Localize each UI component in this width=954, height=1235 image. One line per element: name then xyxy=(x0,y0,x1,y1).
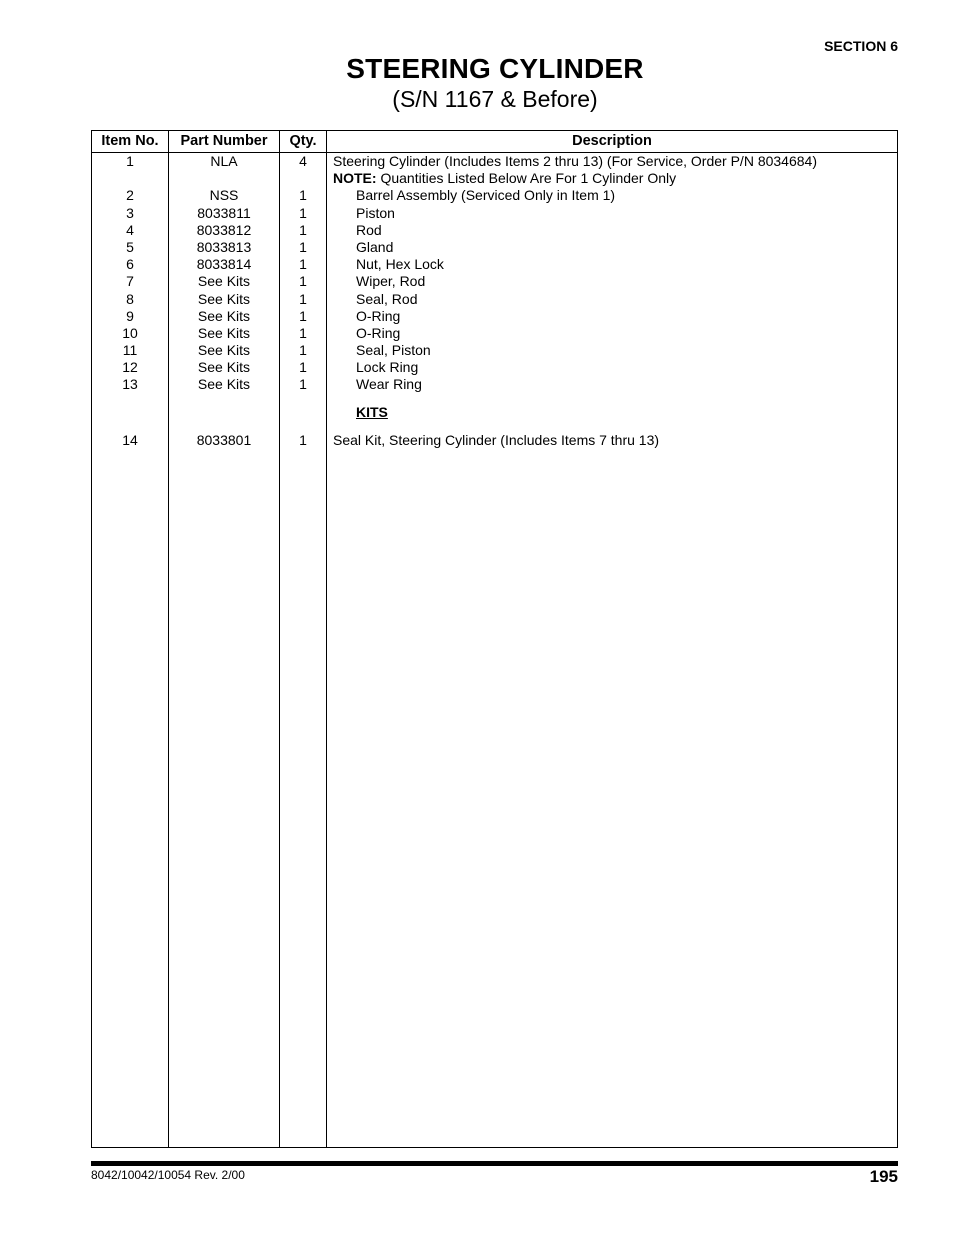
item-no-cell: 12 xyxy=(122,359,138,376)
section-label: SECTION 6 xyxy=(824,38,898,54)
item-no-cell: 8 xyxy=(126,290,134,307)
part-number-cell: 8033801 xyxy=(196,431,252,448)
description-cell: Piston xyxy=(356,204,395,221)
table-row xyxy=(92,187,897,204)
table-row xyxy=(92,342,897,359)
table-row xyxy=(92,273,897,290)
header-description: Description xyxy=(572,133,652,149)
part-number-cell: See Kits xyxy=(197,359,251,376)
item-no-cell: 11 xyxy=(122,342,138,359)
part-number-cell: 8033813 xyxy=(196,238,252,255)
note-label: NOTE: xyxy=(333,170,377,187)
description-cell: Barrel Assembly (Serviced Only in Item 1) xyxy=(356,187,616,204)
description-cell: Rod xyxy=(356,221,382,238)
qty-cell: 1 xyxy=(299,238,307,255)
item-no-cell: 2 xyxy=(126,187,134,204)
description-cell: Lock Ring xyxy=(356,359,419,376)
table-row xyxy=(92,205,897,222)
item-no-cell: 5 xyxy=(126,238,134,255)
description-cell xyxy=(333,170,676,187)
item-no-cell: 7 xyxy=(126,273,134,290)
qty-cell: 1 xyxy=(299,187,307,204)
item-no-cell: 10 xyxy=(122,324,138,341)
part-number-cell: See Kits xyxy=(197,342,251,359)
description-cell: Gland xyxy=(356,238,394,255)
table-row xyxy=(92,256,897,273)
item-no-cell: 14 xyxy=(122,431,138,448)
description-cell: O-Ring xyxy=(356,307,401,324)
description-cell: Seal, Piston xyxy=(356,342,431,359)
part-number-cell: See Kits xyxy=(197,324,251,341)
part-number-cell: NLA xyxy=(210,153,238,169)
document-number: 8042/10042/10054 Rev. 2/00 xyxy=(91,1168,245,1182)
table-row xyxy=(92,359,897,376)
part-number-cell: See Kits xyxy=(197,273,251,290)
qty-cell: 1 xyxy=(299,273,307,290)
table-row xyxy=(92,170,897,187)
table-row xyxy=(92,291,897,308)
footer-rule xyxy=(91,1161,898,1166)
qty-cell: 1 xyxy=(299,307,307,324)
qty-cell: 1 xyxy=(299,342,307,359)
description-cell: Wear Ring xyxy=(356,376,422,393)
description-cell: Wiper, Rod xyxy=(356,273,426,290)
part-number-cell: See Kits xyxy=(197,376,251,393)
qty-cell: 1 xyxy=(299,290,307,307)
qty-cell: 4 xyxy=(299,153,307,169)
table-row xyxy=(92,376,897,393)
description-cell: Seal, Rod xyxy=(356,290,418,307)
parts-table xyxy=(91,130,898,1148)
qty-cell: 1 xyxy=(299,324,307,341)
part-number-cell: 8033812 xyxy=(196,221,252,238)
table-row xyxy=(92,432,897,449)
item-no-cell: 3 xyxy=(126,204,134,221)
page-subtitle: (S/N 1167 & Before) xyxy=(392,86,598,112)
item-no-cell: 1 xyxy=(126,153,134,169)
table-row xyxy=(92,239,897,256)
table-row xyxy=(92,308,897,325)
kits-heading: KITS xyxy=(356,403,388,420)
table-row xyxy=(92,325,897,342)
item-no-cell: 4 xyxy=(126,221,134,238)
qty-cell: 1 xyxy=(299,359,307,376)
qty-cell: 1 xyxy=(299,376,307,393)
item-no-cell: 6 xyxy=(126,256,134,273)
description-cell: Steering Cylinder (Includes Items 2 thru 13) (For Service, Order P/N 8034684) xyxy=(333,153,817,169)
part-number-cell: 8033811 xyxy=(197,204,251,221)
part-number-cell: See Kits xyxy=(197,290,251,307)
description-cell: O-Ring xyxy=(356,324,401,341)
part-number-cell: NSS xyxy=(209,187,239,204)
description-cell: Seal Kit, Steering Cylinder (Includes Items 7 thru 13) xyxy=(333,431,660,448)
table-row xyxy=(92,222,897,239)
part-number-cell: See Kits xyxy=(197,307,251,324)
page-number: 195 xyxy=(869,1167,898,1186)
item-no-cell: 9 xyxy=(126,307,134,324)
note-text: Quantities Listed Below Are For 1 Cylinder Only xyxy=(376,170,677,187)
header-item-no: Item No. xyxy=(101,133,159,149)
item-no-cell: 13 xyxy=(122,376,138,393)
qty-cell: 1 xyxy=(299,204,307,221)
table-row xyxy=(92,153,897,170)
table-body xyxy=(92,153,897,449)
qty-cell: 1 xyxy=(299,221,307,238)
part-number-cell: 8033814 xyxy=(196,256,252,273)
page-title: STEERING CYLINDER xyxy=(346,53,644,84)
qty-cell: 1 xyxy=(299,431,307,448)
header-part-number: Part Number xyxy=(180,133,268,149)
description-cell: Nut, Hex Lock xyxy=(356,256,444,273)
header-qty: Qty. xyxy=(289,133,317,149)
qty-cell: 1 xyxy=(299,256,307,273)
kits-heading-row xyxy=(92,404,897,421)
